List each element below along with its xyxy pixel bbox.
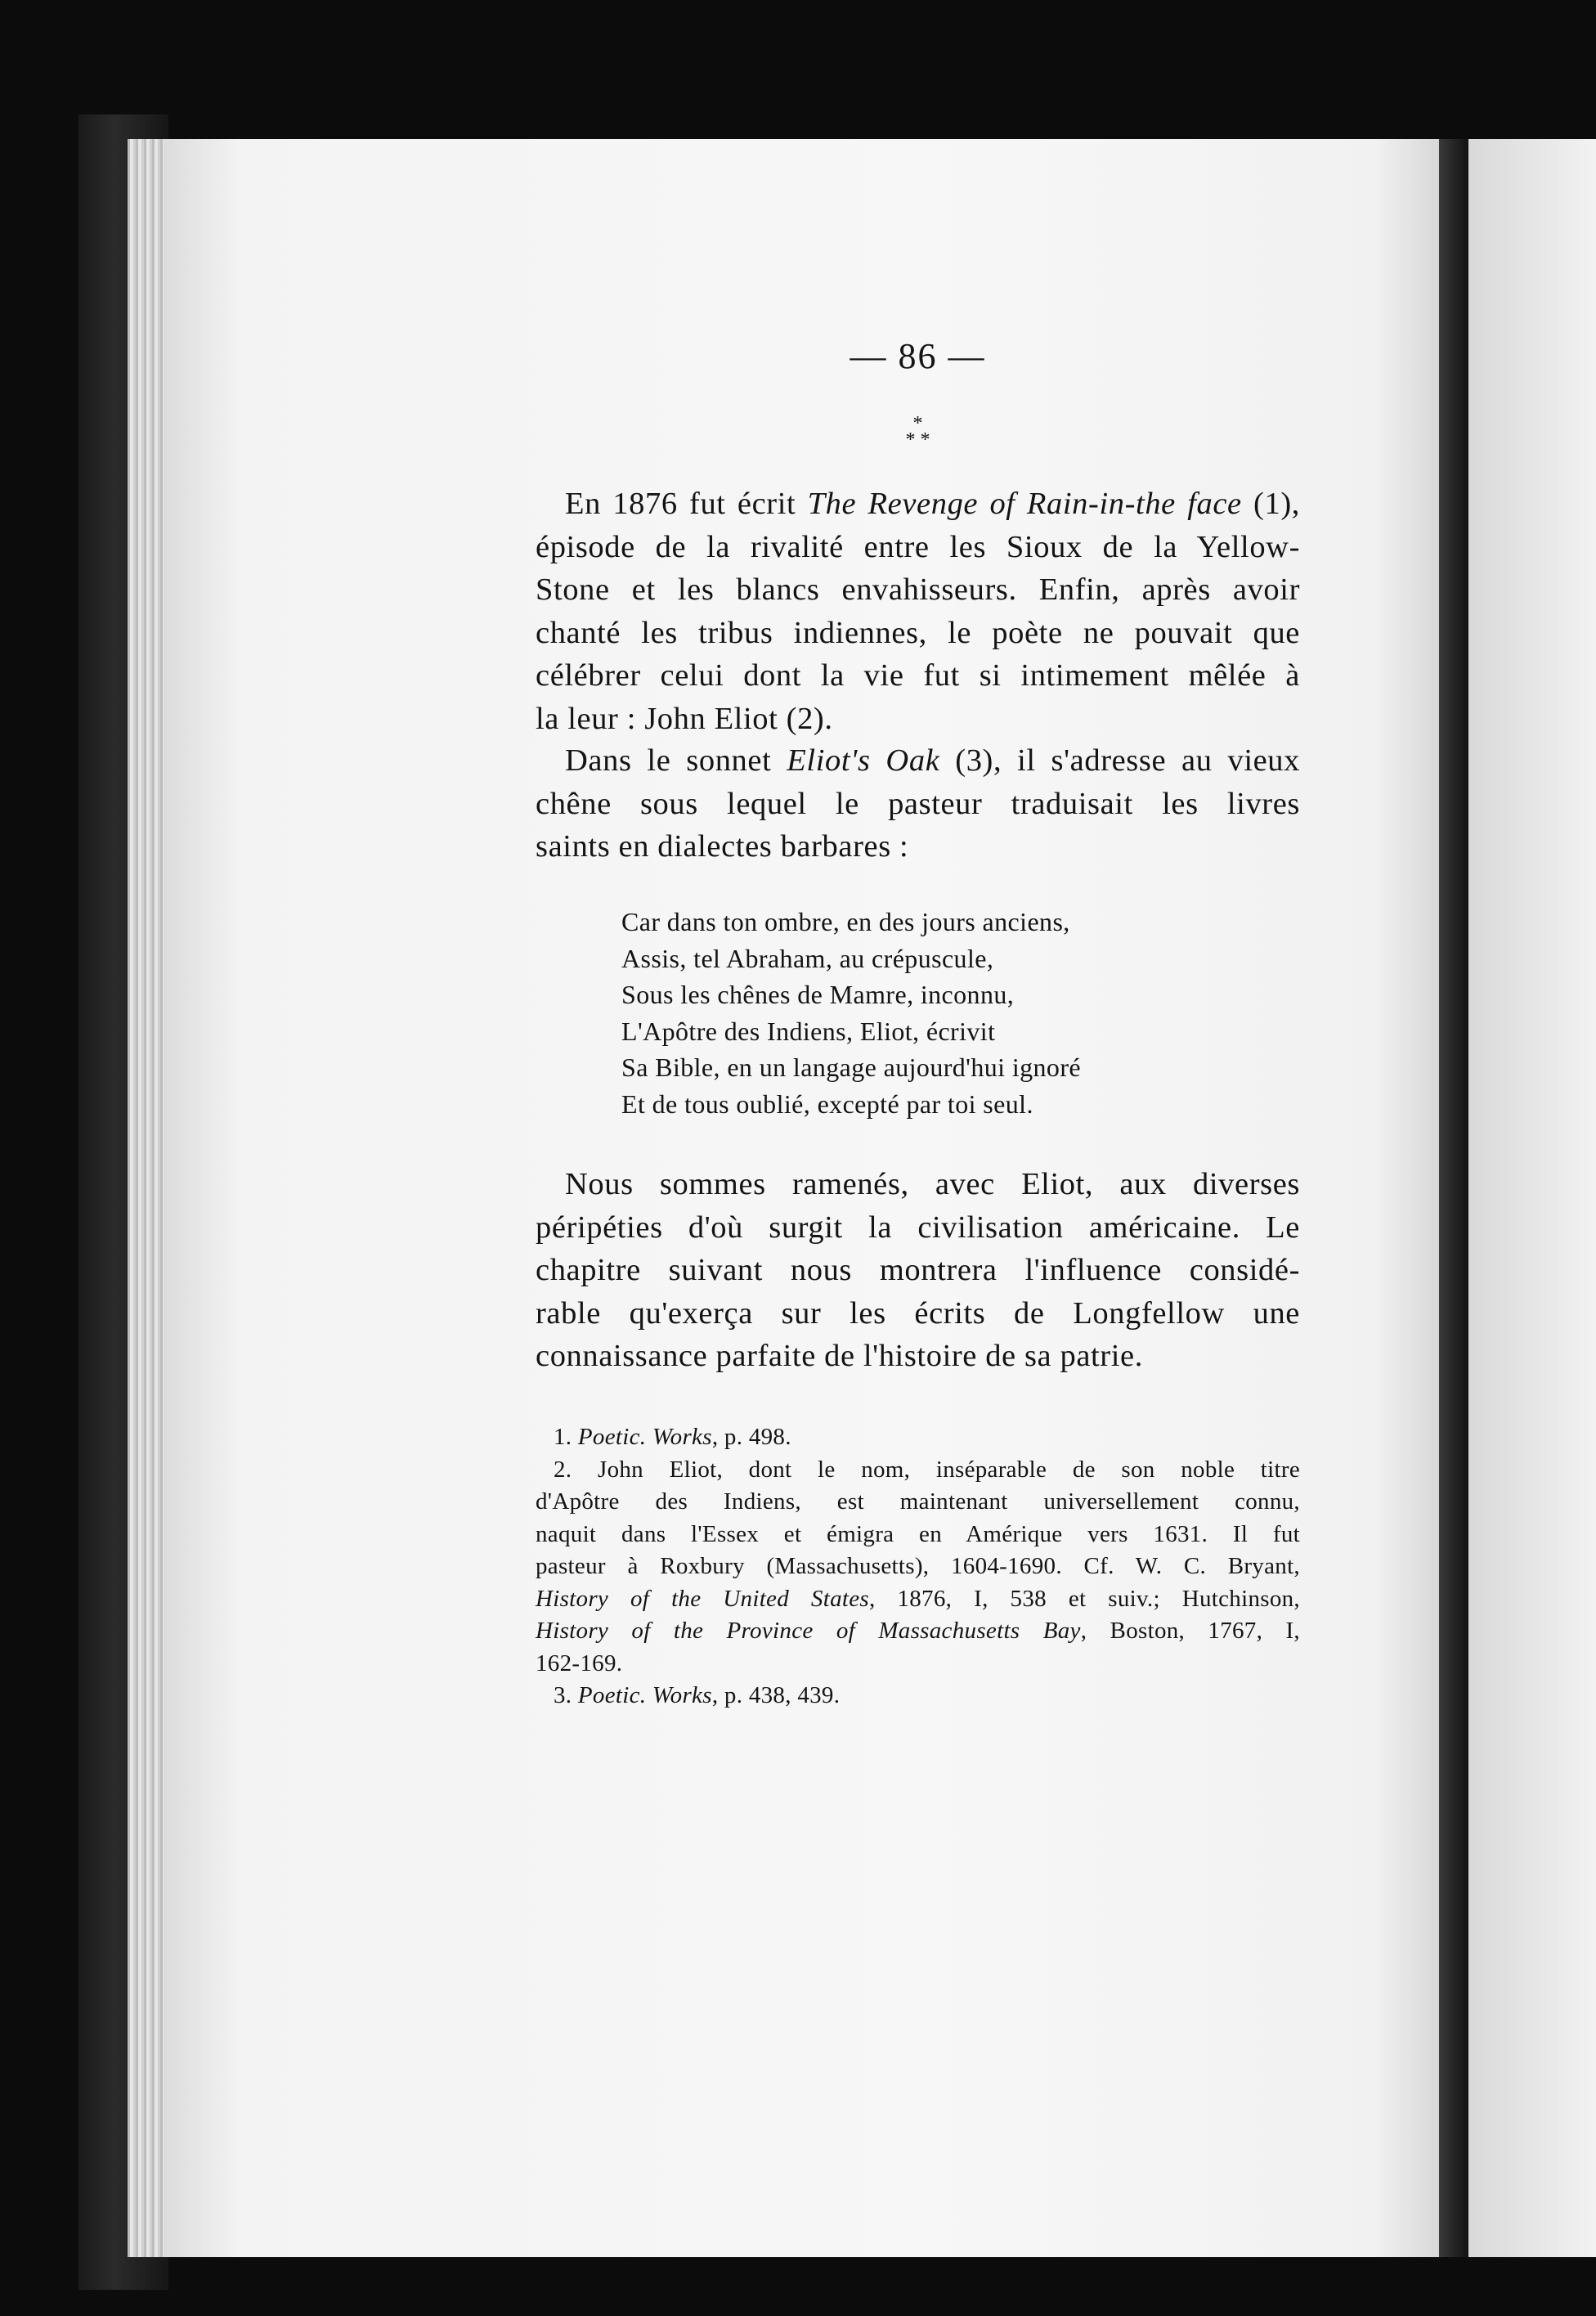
footnote-line: d'Apôtre des Indiens, est maintenant universellement connu, <box>536 1488 1300 1515</box>
footnote-2: 2. John Eliot, dont le nom, inséparable de son noble titre <box>554 1456 1300 1483</box>
footnote-3: 3. Poetic. Works, p. 438, 439. <box>554 1682 841 1708</box>
poem-line: Sous les chênes de Mamre, inconnu, <box>621 980 1015 1009</box>
footnote-line: 162-169. <box>536 1649 623 1676</box>
footnotes <box>536 1421 1300 1712</box>
page-number: — 86 — <box>850 336 986 376</box>
paragraph-3 <box>536 1163 1300 1378</box>
text-line: chanté les tribus indiennes, le poète ne pouvait que <box>536 615 1300 650</box>
text-line: Dans le sonnet Eliot's Oak (3), il s'adresse au vieux <box>565 743 1300 778</box>
footnote-line: History of the United States, 1876, I, 538 et suiv.; Hutchinson, <box>536 1585 1300 1612</box>
text-line: péripéties d'où surgit la civilisation américaine. Le <box>536 1210 1300 1245</box>
poem-line: Et de tous oublié, excepté par toi seul. <box>621 1088 1033 1119</box>
text-line: chapitre suivant nous montrera l'influence considé- <box>536 1253 1300 1287</box>
text-line: saints en dialectes barbares : <box>536 829 909 864</box>
section-asterism: * * * <box>905 413 930 451</box>
text-line: Stone et les blancs envahisseurs. Enfin, après avoir <box>536 572 1300 607</box>
footnote-1: 1. Poetic. Works, p. 498. <box>554 1424 791 1450</box>
text-line: la leur : John Eliot (2). <box>536 701 833 736</box>
book-gutter <box>1439 139 1468 2257</box>
text-line: célébrer celui dont la vie fut si intimement mêlée à <box>536 658 1300 693</box>
paragraph-1 <box>536 482 1300 740</box>
quoted-poem <box>621 904 1081 1122</box>
text-line: chêne sous lequel le pasteur traduisait les livres <box>536 786 1300 821</box>
footnote-line: naquit dans l'Essex et émigra en Amérique vers 1631. Il fut <box>536 1520 1300 1547</box>
poem-line: L'Apôtre des Indiens, Eliot, écrivit <box>621 1016 996 1046</box>
text-line: Nous sommes ramenés, avec Eliot, aux diverses <box>565 1167 1300 1201</box>
footnote-line: pasteur à Roxbury (Massachusetts), 1604-1690. Cf. W. C. Bryant, <box>536 1553 1300 1579</box>
paragraph-2 <box>536 739 1300 868</box>
text-line: épisode de la rivalité entre les Sioux de la Yellow- <box>536 529 1300 564</box>
text-line: rable qu'exerça sur les écrits de Longfellow une <box>536 1295 1300 1331</box>
text-line: connaissance parfaite de l'histoire de sa patrie. <box>536 1339 1143 1373</box>
poem-line: Car dans ton ombre, en des jours anciens, <box>621 907 1070 936</box>
footnote-line: History of the Province of Massachusetts Bay, Boston, 1767, I, <box>536 1618 1300 1644</box>
poem-line: Sa Bible, en un langage aujourd'hui ignoré <box>621 1053 1081 1082</box>
facing-page-edge <box>1468 139 1596 2257</box>
text-line: En 1876 fut écrit The Revenge of Rain-in-the face (1), <box>565 487 1300 521</box>
poem-line: Assis, tel Abraham, au crépuscule, <box>621 943 994 973</box>
